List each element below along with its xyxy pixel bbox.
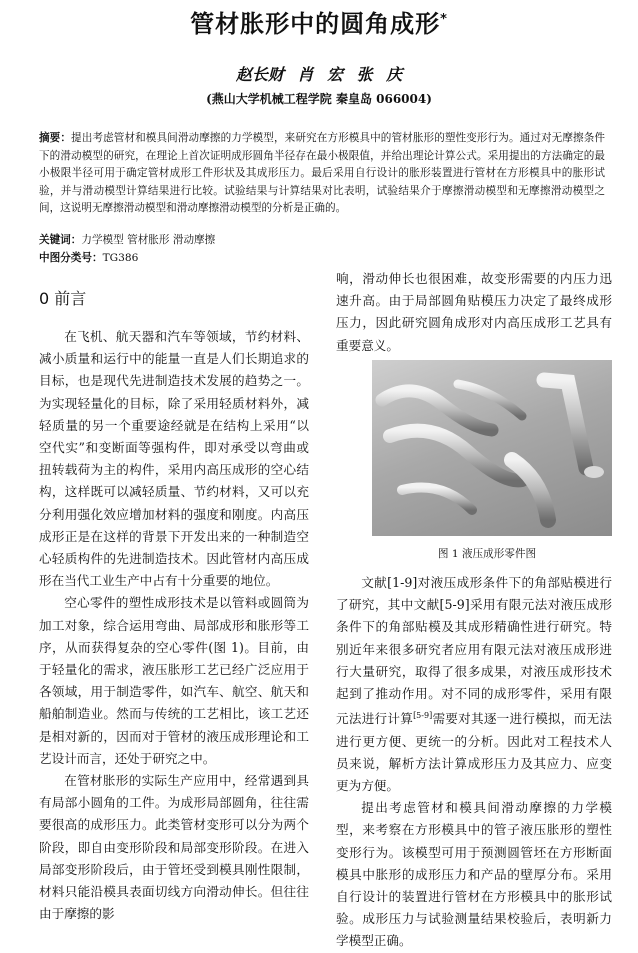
paragraph-intro-3: 在管材胀形的实际生产应用中，经常遇到具有局部小圆角的工件。为成形局部圆角，往往需要很高的成形压力。此类管材变形可以分为两个阶段，即自由变形阶段和局部变形阶段。在进入局部变形阶段后，由于管坯受到模具刚性限制，材料只能沿模具表面切线方向滑动伸长。但往往由于摩擦的影 xyxy=(39,773,309,922)
paper-title: 管材胀形中的圆角成形* xyxy=(190,10,448,38)
hydroformed-parts-image xyxy=(372,360,612,536)
figure-caption: 图 1 液压成形零件图 xyxy=(437,548,537,560)
paragraph-intro-1: 在飞机、航天器和汽车等领域，节约材料、减小质量和运行中的能量一直是人们长期追求的目标，也是现代先进制造技术发展的趋势之一。为实现轻量化的目标，除了采用轻质材料外，减轻质量的另一个重要途经就是在结构上采用“以空代实”和变断面等强构件，即对承受以弯曲或扭转载荷为主的构件，采用内高压成形的空心结构，这样既可以减轻质量、节约材料，又可以充分利用强化效应增加材料的强度和刚度。内高压成形正是在这样的背景下开发出来的一种制造空心轻质构件的先进制造技术。因此管材内高压成形在当代工业生产中占有十分重要的地位。 xyxy=(39,329,309,589)
left-column xyxy=(39,326,309,925)
affiliation: (燕山大学机械工程学院 秦皇岛 066004) xyxy=(206,92,432,106)
keywords xyxy=(39,232,215,249)
abstract-text: 提出考虑管材和模具间滑动摩擦的力学模型，来研究在方形模具中的管材胀形的塑性变形行为。通过对无摩擦条件下的滑动模型的研究，在理论上首次证明成形圆角半径存在最小极限值，并给出理论计算公式。采用提出的方法确定的最小极限半径可用于确定管材成形工件形状及其成形压力。最后采用自行设计的胀形装置进行管材在方形模具中的胀形试验，并与滑动模型计算结果进行比较。试验结果与计算结果对比表明，试验结果介于摩擦滑动模型和无摩擦滑动模型之间，这说明无摩擦滑动模型和滑动摩擦滑动模型的分析是正确的。 xyxy=(39,132,605,215)
paragraph-intro-2: 空心零件的塑性成形技术是以管料或圆筒为加工对象，综合运用弯曲、局部成形和胀形等工序，从而获得复杂的空心零件(图 1)。目前，由于轻量化的需求，液压胀形工艺已经广泛应用于各领域，用于制造零件，如汽车、航空、航天和船舶制造业。然而与传统的工艺相比，该工艺还是相对新的，因而对于管材的液压成形理论和工艺设计而言，还处于研究之中。 xyxy=(39,595,309,766)
abstract xyxy=(39,130,605,218)
classification xyxy=(39,250,138,267)
right-column-top xyxy=(336,268,612,357)
keywords-label: 关键词： xyxy=(39,234,82,246)
classification-text: TG386 xyxy=(102,252,139,264)
keywords-text: 力学模型 管材胀形 滑动摩擦 xyxy=(81,234,216,246)
classification-label: 中图分类号： xyxy=(39,252,103,264)
authors: 赵长财 肖 宏 张 庆 xyxy=(235,65,403,84)
title-footnote-mark: * xyxy=(440,12,448,27)
paragraph-continued: 响，滑动伸长也很困难，故变形需要的内压力迅速升高。由于局部圆角贴模压力决定了最终成形压力，因此研究圆角成形对内高压成形工艺具有重要意义。 xyxy=(336,271,612,353)
citation-ref: [5-9] xyxy=(413,711,433,721)
figure-hydroformed-parts xyxy=(372,360,612,536)
section-heading: 0 前言 xyxy=(39,289,87,308)
right-column-bottom xyxy=(336,572,612,953)
paragraph-literature: 文献[1-9]对液压成形条件下的角部贴模进行了研究，其中文献[5-9]采用有限元法对液压成形条件下的角部贴模及其成形精确性进行研究。特别近年来很多研究者应用有限元法对液压成形进行大量研究，取得了很多成果，对液压成形技术起到了推动作用。对不同的成形零件，采用有限元法进行计算[5-9]需要对其逐一进行模拟，而无法进行更方便、更统一的分析。因此对工程技术人员来说，解析方法计算成形压力及其应力、应变更为方便。 xyxy=(336,575,612,794)
paragraph-proposal: 提出考虑管材和模具间滑动摩擦的力学模型，来考察在方形模具中的管子液压胀形的塑性变形行为。该模型可用于预测圆管坯在方形断面模具中胀形的成形压力和产品的壁厚分布。采用自行设计的装置进行管材在方形模具中的胀形试验。成形压力与试验测量结果校验后，表明新力学模型正确。 xyxy=(336,800,612,949)
abstract-label: 摘要： xyxy=(39,132,72,144)
